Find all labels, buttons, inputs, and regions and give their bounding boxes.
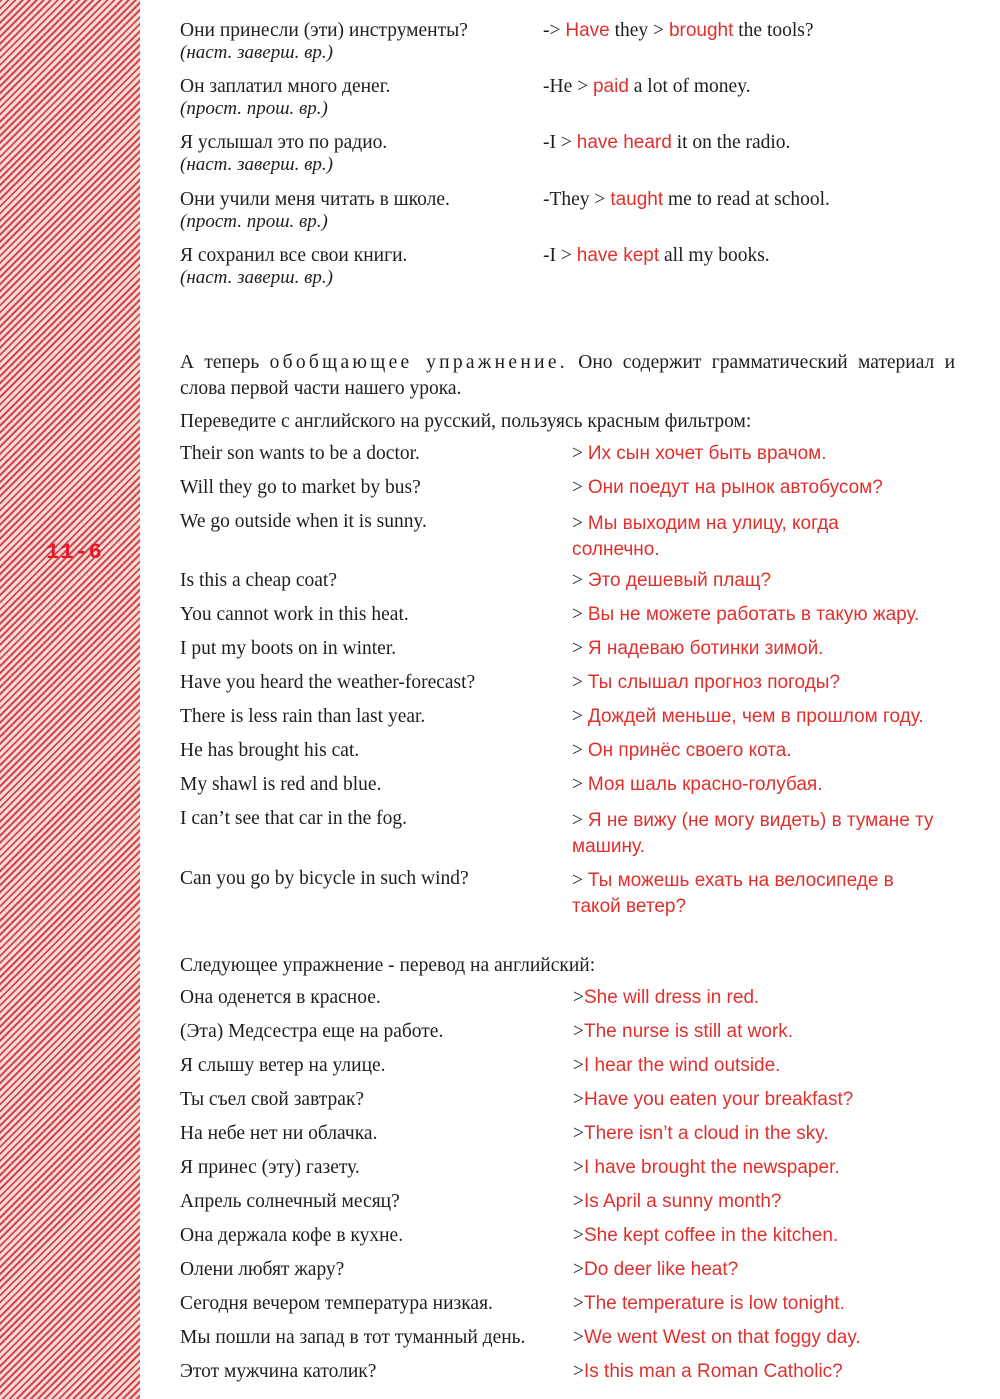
english-answer: There isn’t a cloud in the sky.: [584, 1123, 829, 1144]
intro-lead: А теперь: [180, 352, 270, 373]
arrow-glyph: >: [572, 672, 588, 693]
english-translation: [543, 76, 751, 98]
tense-note: (прост. прош. вр.): [180, 211, 328, 232]
english-answer: Is this man a Roman Catholic?: [584, 1361, 843, 1382]
english-translation: [543, 132, 790, 154]
english-translation: [543, 245, 770, 267]
english-sentence: I put my boots on in winter.: [180, 638, 397, 659]
arrow-glyph: >: [572, 870, 588, 891]
english-sentence: Have you heard the weather-forecast?: [180, 672, 476, 693]
english-translation: [543, 20, 814, 42]
russian-sentence: Они принесли (эти) инструменты?: [180, 20, 468, 41]
arrow-glyph: >: [572, 706, 588, 727]
english-sentence: Can you go by bicycle in such wind?: [180, 868, 469, 889]
russian-sentence: Ты съел свой завтрак?: [180, 1089, 365, 1110]
tense-note: (прост. прош. вр.): [180, 98, 328, 119]
russian-answer: Моя шаль красно-голубая.: [587, 774, 823, 795]
english-sentence: My shawl is red and blue.: [180, 774, 382, 795]
russian-sentence: Сегодня вечером температура низкая.: [180, 1293, 493, 1314]
arrow-glyph: >: [572, 638, 588, 659]
russian-answer: Я надеваю ботинки зимой.: [587, 638, 824, 659]
translation-rest: the tools?: [733, 20, 814, 41]
english-answer: She will dress in red.: [584, 987, 760, 1008]
english-sentence: There is less rain than last year.: [180, 706, 426, 727]
russian-answer: Это дешевый плащ?: [587, 570, 772, 591]
translation-rest: me to read at school.: [663, 189, 830, 210]
english-sentence: He has brought his cat.: [180, 740, 360, 761]
russian-answer: Ты слышал прогноз погоды?: [587, 672, 841, 693]
exercise-title: Следующее упражнение - перевод на английский:: [180, 955, 596, 976]
russian-sentence: Я принес (эту) газету.: [180, 1157, 360, 1178]
highlight-verb: taught: [610, 189, 664, 210]
arrow-glyph: >: [573, 1191, 584, 1212]
russian-answer: Ты можешь ехать на велосипеде в такой ветер?: [572, 870, 894, 917]
arrow-prefix: -They >: [543, 189, 611, 210]
arrow-glyph: >: [573, 1293, 584, 1314]
arrow-glyph: >: [572, 774, 588, 795]
english-answer: The nurse is still at work.: [584, 1021, 794, 1042]
arrow-glyph: >: [572, 570, 588, 591]
english-answer: Do deer like heat?: [584, 1259, 739, 1280]
russian-sentence: Она держала кофе в кухне.: [180, 1225, 404, 1246]
english-answer: The temperature is low tonight.: [584, 1293, 845, 1314]
arrow-glyph: >: [573, 1089, 584, 1110]
highlight-verb: paid: [592, 76, 629, 97]
english-answer: Have you eaten your breakfast?: [584, 1089, 854, 1110]
lesson-page-tag: 11-6: [46, 540, 103, 565]
exercise-instruction: Переведите с английского на русский, пользуясь красным фильтром:: [180, 411, 752, 432]
arrow-glyph: >: [573, 1361, 584, 1382]
hatched-margin-strip: [0, 0, 140, 1399]
arrow-glyph: >: [572, 513, 588, 534]
russian-sentence: Мы пошли на запад в тот туманный день.: [180, 1327, 526, 1348]
russian-sentence: На небе нет ни облачка.: [180, 1123, 378, 1144]
arrow-glyph: >: [573, 1259, 584, 1280]
tense-note: (наст. заверш. вр.): [180, 267, 333, 288]
russian-answer: Их сын хочет быть врачом.: [587, 443, 827, 464]
highlight-verb: Have: [565, 20, 610, 41]
translation-rest: a lot of money.: [628, 76, 751, 97]
arrow-glyph: >: [573, 1123, 584, 1144]
translation-rest: it on the radio.: [671, 132, 791, 153]
arrow-glyph: >: [573, 1055, 584, 1076]
arrow-prefix: -He >: [543, 76, 593, 97]
russian-sentence: Этот мужчина католик?: [180, 1361, 377, 1382]
russian-answer: Вы не можете работать в такую жару.: [587, 604, 920, 625]
arrow-glyph: >: [572, 443, 588, 464]
russian-answer: Дождей меньше, чем в прошлом году.: [587, 706, 924, 727]
translation-mid: they >: [609, 20, 669, 41]
russian-sentence: Она оденется в красное.: [180, 987, 381, 1008]
tense-note: (наст. заверш. вр.): [180, 154, 333, 175]
russian-sentence: Я услышал это по радио.: [180, 132, 388, 153]
highlight-verb: have heard: [576, 132, 672, 153]
intro-tail: Оно содержит грамматический материал и слова первой части нашего урока.: [180, 352, 956, 399]
russian-sentence: Я сохранил все свои книги.: [180, 245, 408, 266]
intro-emphasis: обобщающее упражнение.: [269, 352, 568, 373]
arrow-glyph: >: [573, 1021, 584, 1042]
exercise-intro: [180, 350, 955, 402]
english-answer: We went West on that foggy day.: [584, 1327, 861, 1348]
arrow-glyph: >: [572, 604, 588, 625]
arrow-glyph: >: [572, 810, 588, 831]
russian-sentence: (Эта) Медсестра еще на работе.: [180, 1021, 444, 1042]
page-content: [180, 0, 960, 1399]
russian-answer: Я не вижу (не могу видеть) в тумане ту машину.: [572, 810, 934, 857]
russian-sentence: Апрель солнечный месяц?: [180, 1191, 400, 1212]
english-sentence: I can’t see that car in the fog.: [180, 808, 408, 829]
english-sentence: Is this a cheap coat?: [180, 570, 338, 591]
russian-answer: Мы выходим на улицу, когда солнечно.: [572, 513, 839, 560]
russian-answer: Они поедут на рынок автобусом?: [587, 477, 883, 498]
arrow-glyph: >: [573, 1157, 584, 1178]
english-answer: I have brought the newspaper.: [584, 1157, 840, 1178]
translation-rest: all my books.: [659, 245, 770, 266]
tense-note: (наст. заверш. вр.): [180, 42, 333, 63]
arrow-glyph: >: [572, 740, 588, 761]
arrow-prefix: ->: [543, 20, 566, 41]
arrow-prefix: -I >: [543, 245, 577, 266]
russian-sentence: Они учили меня читать в школе.: [180, 189, 450, 210]
arrow-glyph: >: [573, 1225, 584, 1246]
highlight-verb: brought: [668, 20, 734, 41]
russian-sentence: Он заплатил много денег.: [180, 76, 391, 97]
english-sentence: You cannot work in this heat.: [180, 604, 409, 625]
arrow-glyph: >: [573, 1327, 584, 1348]
english-sentence: Their son wants to be a doctor.: [180, 443, 420, 464]
russian-sentence: Олени любят жару?: [180, 1259, 345, 1280]
russian-answer: Он принёс своего кота.: [587, 740, 792, 761]
english-sentence: We go outside when it is sunny.: [180, 511, 427, 532]
english-sentence: Will they go to market by bus?: [180, 477, 421, 498]
english-translation: [543, 189, 830, 211]
arrow-prefix: -I >: [543, 132, 577, 153]
arrow-glyph: >: [573, 987, 584, 1008]
russian-sentence: Я слышу ветер на улице.: [180, 1055, 386, 1076]
highlight-verb: have kept: [576, 245, 660, 266]
english-answer: I hear the wind outside.: [584, 1055, 781, 1076]
arrow-glyph: >: [572, 477, 588, 498]
english-answer: Is April a sunny month?: [584, 1191, 782, 1212]
english-answer: She kept coffee in the kitchen.: [584, 1225, 839, 1246]
